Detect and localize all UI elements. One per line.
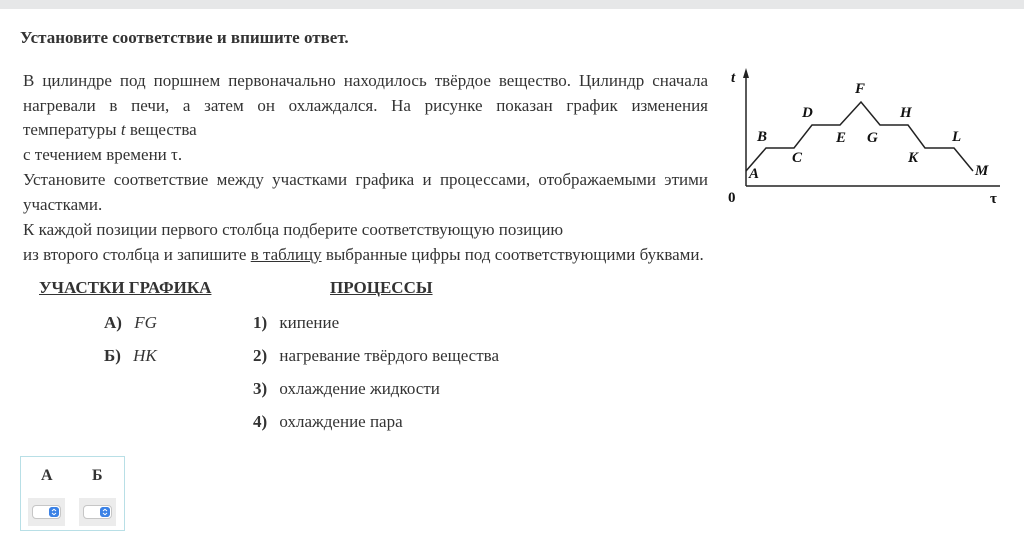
left-item-value: HK	[133, 346, 157, 365]
left-column-header: УЧАСТКИ ГРАФИКА	[39, 278, 212, 297]
point-label-M: M	[975, 163, 989, 179]
answer-select-b[interactable]	[83, 505, 112, 519]
point-label-K: K	[908, 150, 919, 166]
left-item-value: FG	[134, 313, 157, 332]
point-label-C: C	[792, 150, 803, 166]
answer-table	[20, 456, 125, 531]
right-item-4	[253, 412, 403, 432]
text-span: выбранные цифры под соответствующими буквами.	[321, 245, 704, 264]
right-column-header: ПРОЦЕССЫ	[330, 278, 433, 297]
temperature-curve	[746, 102, 973, 171]
point-label-A: A	[749, 166, 760, 182]
y-axis-arrow	[743, 68, 749, 78]
task-paragraph-4: Установите соответствие между участками графика и процессами, отображаемыми этими участками.	[23, 170, 708, 214]
top-bar	[0, 0, 1024, 9]
task-paragraph-2	[23, 117, 197, 142]
chevron-updown-icon	[49, 507, 59, 517]
right-item-label: 4)	[253, 412, 268, 431]
right-item-2	[253, 346, 499, 366]
right-item-value: кипение	[279, 313, 340, 332]
right-item-value: охлаждение жидкости	[279, 379, 440, 398]
point-label-B: B	[757, 129, 768, 145]
origin-label: 0	[728, 190, 736, 206]
left-item-label: Б)	[104, 346, 121, 365]
answer-header-a: А	[41, 467, 53, 484]
text-span: из второго столбца и запишите	[23, 245, 251, 264]
right-item-3	[253, 379, 440, 399]
answer-cell-b	[79, 498, 116, 526]
y-axis-label: t	[731, 70, 736, 86]
point-label-E: E	[836, 130, 847, 146]
answer-cell-a	[28, 498, 65, 526]
point-label-H: H	[900, 105, 912, 121]
variable-t: t	[120, 120, 126, 139]
left-item-b	[104, 346, 157, 366]
x-axis-label: τ	[990, 191, 997, 207]
right-item-label: 3)	[253, 379, 268, 398]
point-label-D: D	[802, 105, 813, 121]
text-span: температуры	[23, 120, 121, 139]
chevron-updown-icon	[100, 507, 110, 517]
point-label-L: L	[952, 129, 962, 145]
answer-header-b: Б	[92, 467, 103, 484]
right-item-value: нагревание твёрдого вещества	[279, 346, 500, 365]
text-span: вещества	[125, 120, 197, 139]
right-item-label: 1)	[253, 313, 268, 332]
task-title: Установите соответствие и впишите ответ.	[20, 28, 349, 47]
answer-select-a[interactable]	[32, 505, 61, 519]
task-paragraph-5: К каждой позиции первого столбца подберите соответствующую позицию	[23, 220, 564, 239]
task-paragraph-6	[23, 242, 704, 267]
right-item-1	[253, 313, 339, 333]
point-label-G: G	[867, 130, 878, 146]
left-item-a	[104, 313, 157, 333]
right-item-label: 2)	[253, 346, 268, 365]
right-item-value: охлаждение пара	[279, 412, 403, 431]
answer-table-link[interactable]: в таблицу	[250, 245, 322, 264]
point-label-F: F	[855, 81, 866, 97]
left-item-label: А)	[104, 313, 122, 332]
task-paragraph-1: В цилиндре под поршнем первоначально находилось твёрдое вещество. Цилиндр сначала нагревали в печи, а затем он охлаждался. На рисунке показан график изменения	[23, 71, 708, 115]
temperature-graph	[720, 66, 1010, 211]
task-paragraph-3: с течением времени τ.	[23, 145, 183, 164]
